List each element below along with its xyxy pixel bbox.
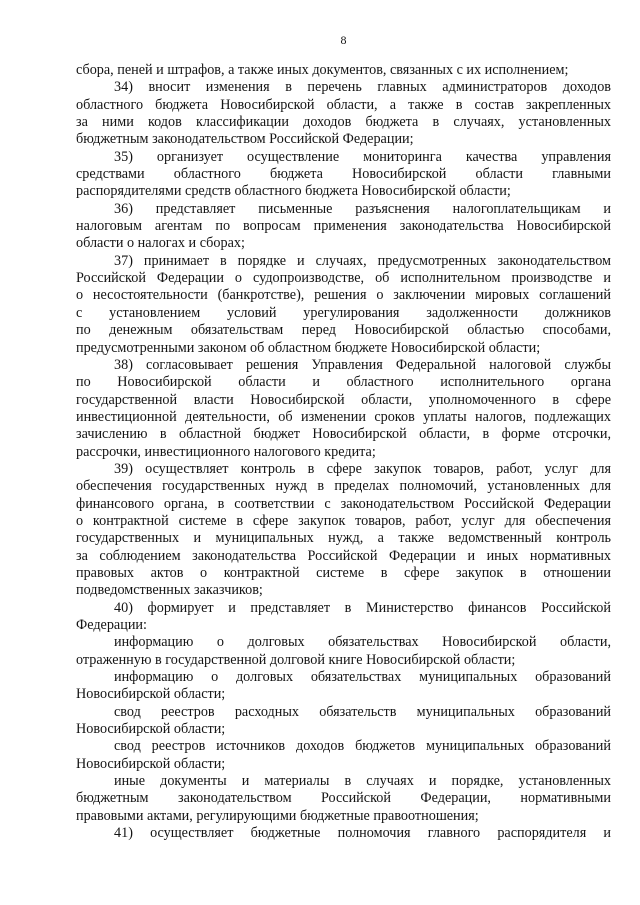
paragraph-12-line-1: свод реестров источников доходов бюджетов муниципальных образований	[114, 738, 611, 755]
paragraph-6-line-4: инвестиционной деятельности, об изменении сроков уплаты налогов, подлежащих	[76, 408, 611, 425]
paragraph-5-line-5: по денежным обязательствам перед Новосибирской областью способами,	[76, 322, 611, 339]
paragraph-10-line-1: информацию о долговых обязательствах муниципальных образований	[114, 669, 611, 686]
paragraph-12-line-2: Новосибирской области;	[76, 755, 226, 772]
paragraph-6-line-5: зачислению в областной бюджет Новосибирской области, в форме отсрочки,	[76, 426, 611, 443]
paragraph-7-line-4: о контрактной системе в сфере закупок товаров, работ, услуг для обеспечения	[76, 512, 611, 529]
paragraph-3-line-3: распорядителями средств областного бюджета Новосибирской области;	[76, 183, 511, 200]
paragraph-10-line-2: Новосибирской области;	[76, 686, 226, 703]
paragraph-14-line-1: 41) осуществляет бюджетные полномочия главного распорядителя и	[114, 825, 611, 842]
page-number: 8	[340, 33, 347, 47]
paragraph-2-line-3: за ними кодов классификации доходов бюджета в случаях, установленных	[76, 114, 611, 131]
paragraph-8-line-1: 40) формирует и представляет в Министерство финансов Российской	[114, 599, 611, 616]
paragraph-6-line-6: рассрочки, инвестиционного налогового кредита;	[76, 443, 376, 460]
paragraph-1-line-1: сбора, пеней и штрафов, а также иных документов, связанных с их исполнением;	[76, 62, 569, 78]
paragraph-4-line-3: области о налогах и сборах;	[76, 235, 245, 252]
paragraph-2-line-1: 34) вносит изменения в перечень главных администраторов доходов	[114, 79, 611, 96]
paragraph-5-line-4: с установлением условий урегулирования задолженности должников	[76, 304, 611, 321]
paragraph-3-line-2: средствами областного бюджета Новосибирской области главными	[76, 166, 611, 183]
paragraph-8-line-2: Федерации:	[76, 617, 147, 633]
paragraph-4-line-1: 36) представляет письменные разъяснения налогоплательщикам и	[114, 200, 611, 217]
paragraph-4-line-2: налоговым агентам по вопросам применения законодательства Новосибирской	[76, 218, 611, 235]
paragraph-6-line-3: государственной власти Новосибирской области, уполномоченного в сфере	[76, 391, 611, 408]
paragraph-7-line-5: государственных и муниципальных нужд, а также ведомственный контроль	[76, 530, 611, 547]
paragraph-2-line-2: областного бюджета Новосибирской области, а также в состав закрепленных	[76, 96, 611, 113]
paragraph-6-line-2: по Новосибирской области и областного исполнительного органа	[76, 374, 611, 391]
paragraph-5-line-2: Российской Федерации о судопроизводстве, об исполнительном производстве и	[76, 270, 611, 287]
paragraph-9-line-1: информацию о долговых обязательствах Новосибирской области,	[114, 634, 611, 651]
paragraph-11-line-2: Новосибирской области;	[76, 721, 226, 738]
paragraph-7-line-6: за соблюдением законодательства Российской Федерации и иных нормативных	[76, 547, 611, 564]
document-body	[76, 62, 611, 842]
paragraph-6-line-1: 38) согласовывает решения Управления Федеральной налоговой службы	[114, 356, 611, 373]
paragraph-11-line-1: свод реестров расходных обязательств муниципальных образований	[114, 703, 611, 720]
paragraph-2-line-4: бюджетным законодательством Российской Федерации;	[76, 131, 414, 148]
paragraph-5-line-3: о несостоятельности (банкротстве), решения о заключении мировых соглашений	[76, 287, 611, 304]
paragraph-9-line-2: отраженную в государственной долговой книге Новосибирской области;	[76, 651, 516, 668]
paragraph-13-line-1: иные документы и материалы в случаях и порядке, установленных	[114, 773, 611, 790]
paragraph-13-line-3: правовыми актами, регулирующими бюджетные правоотношения;	[76, 807, 479, 824]
paragraph-7-line-7: правовых актов о контрактной системе в сфере закупок в отношении	[76, 564, 611, 581]
paragraph-5-line-1: 37) принимает в порядке и случаях, предусмотренных законодательством	[114, 252, 611, 269]
paragraph-13-line-2: бюджетным законодательством Российской Федерации, нормативными	[76, 790, 611, 807]
paragraph-7-line-2: обеспечения государственных нужд в пределах полномочий, установленных для	[76, 478, 611, 495]
paragraph-7-line-8: подведомственных заказчиков;	[76, 582, 263, 599]
paragraph-7-line-3: финансового органа, в соответствии с законодательством Российской Федерации	[76, 495, 611, 512]
paragraph-3-line-1: 35) организует осуществление мониторинга качества управления	[114, 148, 611, 165]
paragraph-5-line-6: предусмотренными законом об областном бюджете Новосибирской области;	[76, 339, 541, 356]
paragraph-7-line-1: 39) осуществляет контроль в сфере закупок товаров, работ, услуг для	[114, 460, 611, 477]
